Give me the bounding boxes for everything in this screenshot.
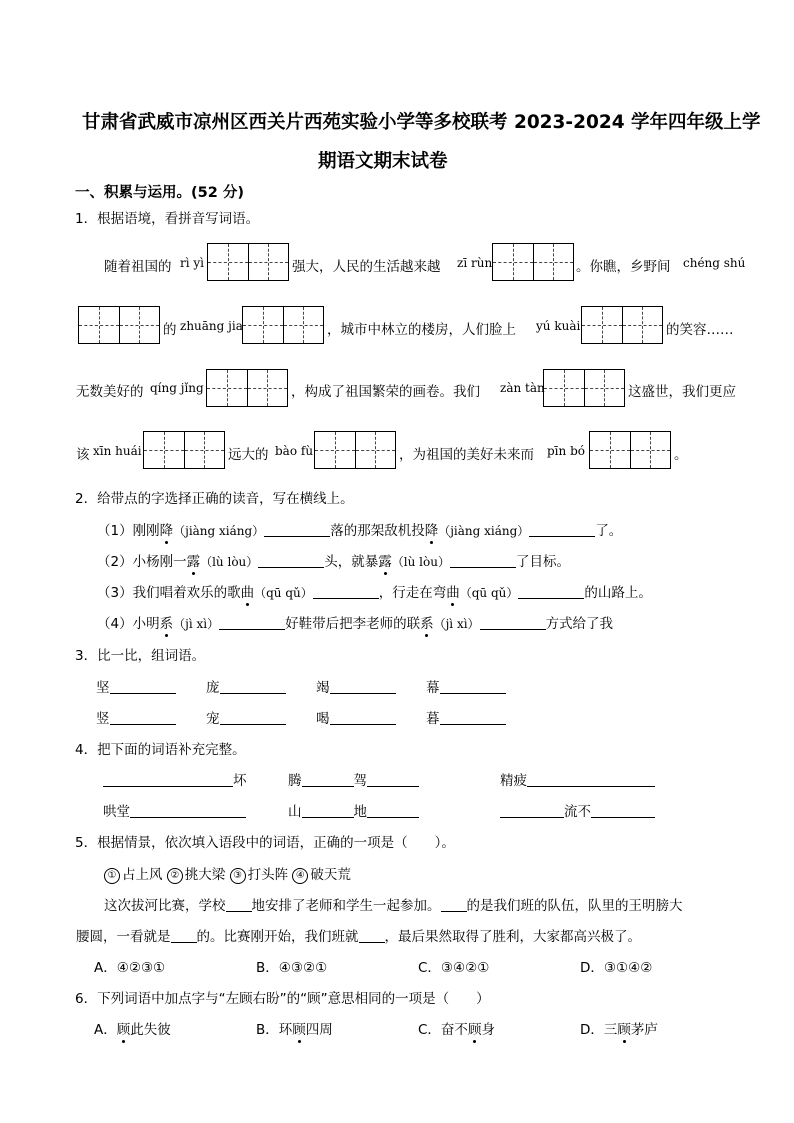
q1-r4-text2: 远大的 — [228, 447, 269, 463]
answer-blank[interactable] — [367, 772, 419, 787]
q3-prompt: 3．比一比，组词语。 — [75, 648, 206, 664]
answer-box[interactable] — [581, 306, 663, 344]
q1-r1-pinyin1: rì yì — [180, 256, 205, 270]
q4-prompt: 4．把下面的词语补充完整。 — [75, 742, 246, 758]
q1-r4-text1: 该 — [76, 447, 90, 463]
q6-choice-c[interactable]: C．奋不顾身 — [418, 1022, 495, 1038]
q1-r1-text3: 。你瞧，乡野间 — [576, 259, 671, 275]
q6-choice-d[interactable]: D．三顾茅庐 — [580, 1022, 658, 1038]
q6-choice-b[interactable]: B．环顾四周 — [256, 1022, 333, 1038]
q3-item: 宠 — [206, 707, 286, 727]
answer-box[interactable] — [206, 369, 288, 407]
q1-r4-text3: ，为祖国的美好未来而 — [399, 447, 534, 463]
q2-prompt: 2．给带点的字选择正确的读音，写在横线上。 — [75, 491, 354, 507]
answer-blank[interactable] — [500, 803, 564, 818]
section-heading: 一、积累与运用。(52 分) — [75, 185, 244, 201]
answer-blank[interactable] — [440, 710, 506, 725]
q1-r3-text3: 这盛世，我们更应 — [628, 384, 736, 400]
q4-item: 哄堂 — [103, 800, 246, 820]
answer-box[interactable] — [143, 431, 225, 469]
q3-item: 幕 — [426, 676, 506, 696]
q1-r2-pinyin1: zhuāng jia — [180, 319, 243, 333]
q4-item: 精疲 — [500, 769, 655, 789]
q3-item: 竭 — [316, 676, 396, 696]
q1-r2-pinyin2: yú kuài — [536, 319, 581, 333]
q3-item: 竖 — [96, 707, 176, 727]
q5-prompt: 5．根据情景，依次填入语段中的词语，正确的一项是（ ）。 — [75, 835, 455, 851]
answer-blank[interactable] — [264, 522, 330, 537]
q5-choice-b[interactable]: B．④③②① — [256, 960, 328, 976]
answer-blank[interactable] — [441, 897, 467, 912]
q5-paragraph-line-2: 腰圆，一看就是 的。比赛刚开始，我们班就 ，最后果然取得了胜利，大家都高兴极了。 — [76, 929, 641, 945]
q5-choice-a[interactable]: A．④②③① — [94, 960, 166, 976]
q1-r1-pinyin2: zī rùn — [457, 256, 493, 270]
q2-item-3: （3）我们唱着欢乐的歌曲（qū qǔ） ，行走在弯曲（qū qǔ） 的山路上。 — [97, 585, 652, 601]
answer-blank[interactable] — [367, 803, 419, 818]
q1-r3-pinyin2: zàn tàn — [500, 381, 545, 395]
q6-prompt: 6．下列词语中加点字与“左顾右盼”的“顾”意思相同的一项是（ ） — [75, 991, 490, 1007]
q1-r2-text2: ，城市中林立的楼房，人们脸上 — [327, 322, 516, 338]
answer-blank[interactable] — [258, 553, 324, 568]
answer-blank[interactable] — [529, 522, 595, 537]
q1-r2-text1: 的 — [163, 322, 177, 338]
answer-blank[interactable] — [219, 615, 285, 630]
q4-item: 腾 驾 — [288, 769, 419, 789]
q1-r1-text1: 随着祖国的 — [104, 259, 172, 275]
q1-r3-text2: ，构成了祖国繁荣的画卷。我们 — [291, 384, 480, 400]
q1-r4-pinyin2: bào fù — [275, 444, 314, 458]
title-line-1: 甘肃省武威市凉州区西关片西苑实验小学等多校联考 2023-2024 学年四年级上学 — [82, 112, 761, 133]
q2-item-1: （1）刚刚降（jiàng xiáng） 落的那架敌机投降（jiàng xiáng） 了。 — [97, 523, 623, 539]
q5-options: ① 占上风 ② 挑大梁 ③ 打头阵 ④ 破天荒 — [104, 863, 351, 884]
q1-r4-pinyin1: xīn huái — [93, 444, 142, 458]
answer-blank[interactable] — [302, 803, 354, 818]
q3-item: 坚 — [96, 676, 176, 696]
answer-blank[interactable] — [171, 928, 197, 943]
answer-box[interactable] — [242, 306, 324, 344]
q1-r3-text1: 无数美好的 — [76, 384, 144, 400]
answer-blank[interactable] — [313, 584, 379, 599]
q2-item-2: （2）小杨刚一露（lù lòu） 头，就暴露（lù lòu） 了目标。 — [97, 554, 570, 570]
q5-paragraph-line-1: 这次拔河比赛，学校 地安排了老师和学生一起参加。 的是我们班的队伍，队里的王明膀大 — [104, 898, 683, 914]
answer-blank[interactable] — [330, 710, 396, 725]
q4-item: 坏 — [103, 769, 247, 789]
answer-box[interactable] — [543, 369, 625, 407]
answer-blank[interactable] — [302, 772, 354, 787]
q1-r4-text4: 。 — [674, 447, 688, 463]
answer-box[interactable] — [492, 243, 574, 281]
answer-blank[interactable] — [359, 928, 385, 943]
q3-item: 暮 — [426, 707, 506, 727]
q1-r1-text2: 强大，人民的生活越来越 — [292, 259, 441, 275]
q1-r3-pinyin1: qíng jǐng — [150, 381, 204, 395]
answer-box[interactable] — [314, 431, 396, 469]
q3-item: 庞 — [206, 676, 286, 696]
q4-item: 流不 — [500, 800, 655, 820]
answer-blank[interactable] — [527, 772, 655, 787]
answer-blank[interactable] — [110, 710, 176, 725]
answer-blank[interactable] — [220, 710, 286, 725]
q4-item: 山 地 — [288, 800, 419, 820]
q3-item: 喝 — [316, 707, 396, 727]
answer-blank[interactable] — [450, 553, 516, 568]
answer-blank[interactable] — [440, 679, 506, 694]
answer-box[interactable] — [78, 306, 160, 344]
title-line-2: 期语文期末试卷 — [318, 151, 448, 172]
q1-r1-pinyin3: chéng shú — [683, 256, 746, 270]
q6-choice-a[interactable]: A．顾此失彼 — [94, 1022, 171, 1038]
answer-blank[interactable] — [110, 679, 176, 694]
answer-blank[interactable] — [130, 803, 246, 818]
answer-blank[interactable] — [226, 897, 252, 912]
answer-blank[interactable] — [220, 679, 286, 694]
answer-box[interactable] — [589, 431, 671, 469]
q5-choice-d[interactable]: D．③①④② — [580, 960, 653, 976]
answer-blank[interactable] — [591, 803, 655, 818]
answer-blank[interactable] — [480, 615, 546, 630]
answer-blank[interactable] — [518, 584, 584, 599]
answer-blank[interactable] — [103, 772, 233, 787]
q1-r4-pinyin3: pīn bó — [547, 444, 585, 458]
q5-choice-c[interactable]: C．③④②① — [418, 960, 490, 976]
answer-box[interactable] — [207, 243, 289, 281]
q2-item-4: （4）小明系（jì xì） 好鞋带后把李老师的联系（jì xì） 方式给了我 — [97, 616, 614, 632]
q1-r2-text3: 的笑容…… — [666, 322, 734, 338]
answer-blank[interactable] — [330, 679, 396, 694]
q1-prompt: 1．根据语境，看拼音写词语。 — [75, 211, 260, 227]
